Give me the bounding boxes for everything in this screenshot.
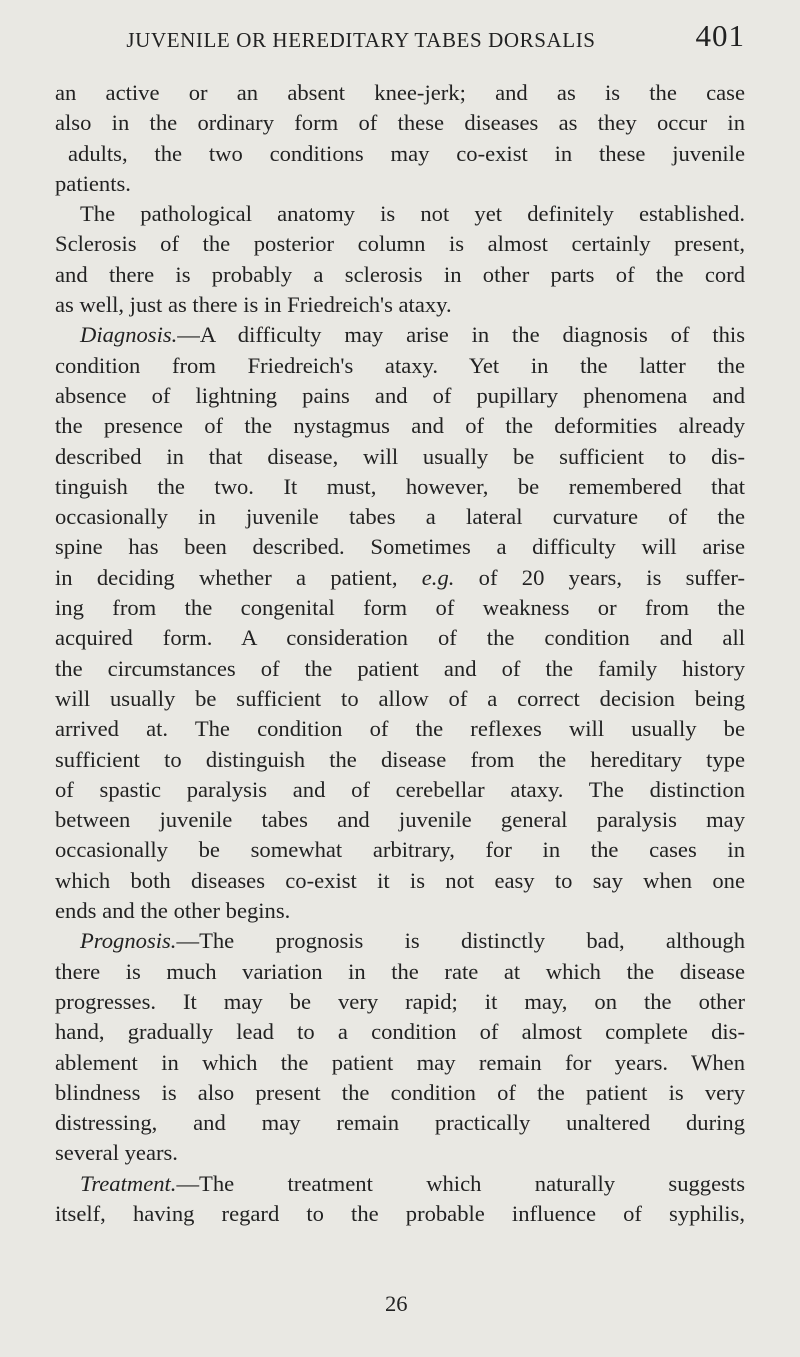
text-line: Treatment.—The treatment which naturally suggests xyxy=(80,1170,745,1196)
text-line: distressing, and may remain practically unaltered during xyxy=(55,1110,745,1136)
page-number: 401 xyxy=(695,18,745,53)
text-line: between juvenile tabes and juvenile general paralysis may xyxy=(55,807,745,833)
text-line: Prognosis.—The prognosis is distinctly bad, although xyxy=(80,928,745,954)
body-text xyxy=(55,78,745,1229)
text-line: occasionally in juvenile tabes a lateral curvature of the xyxy=(55,504,745,530)
text-line: hand, gradually lead to a condition of almost complete dis- xyxy=(55,1019,745,1045)
page-header xyxy=(55,14,745,62)
text-line: in deciding whether a patient, e.g. of 20 years, is suffer- xyxy=(55,564,745,590)
text-line: acquired form. A consideration of the condition and all xyxy=(55,625,745,651)
text-line: ing from the congenital form of weakness or from the xyxy=(55,595,745,621)
text-line: the circumstances of the patient and of the family history xyxy=(55,655,745,681)
text-line: described in that disease, will usually be sufficient to dis- xyxy=(55,443,745,469)
text-line: ablement in which the patient may remain for years. When xyxy=(55,1049,745,1075)
text-line: ends and the other begins. xyxy=(55,898,291,924)
text-line: tinguish the two. It must, however, be remembered that xyxy=(55,473,745,499)
text-line: blindness is also present the condition of the patient is very xyxy=(55,1079,745,1105)
text-line: arrived at. The condition of the reflexes will usually be xyxy=(55,716,745,742)
text-line: Diagnosis.—A difficulty may arise in the diagnosis of this xyxy=(80,322,745,348)
text-line: of spastic paralysis and of cerebellar ataxy. The distinction xyxy=(55,776,745,802)
text-line: also in the ordinary form of these diseases as they occur in xyxy=(55,110,745,136)
text-line: patients. xyxy=(55,170,131,196)
text-line: occasionally be somewhat arbitrary, for in the cases in xyxy=(55,837,745,863)
running-head: JUVENILE OR HEREDITARY TABES DORSALIS xyxy=(126,28,596,52)
signature-mark: 26 xyxy=(385,1291,408,1316)
section-heading: Diagnosis. xyxy=(80,322,178,348)
text-line: an active or an absent knee-jerk; and as is the case xyxy=(55,80,745,105)
section-heading: Prognosis. xyxy=(80,928,177,954)
section-heading: Treatment. xyxy=(80,1170,177,1196)
text-line: Sclerosis of the posterior column is almost certainly present, xyxy=(55,231,745,257)
text-line: several years. xyxy=(55,1140,178,1166)
text-line: itself, having regard to the probable influence of syphilis, xyxy=(55,1200,745,1226)
text-line: and there is probably a sclerosis in other parts of the cord xyxy=(55,261,745,287)
text-line: will usually be sufficient to allow of a correct decision being xyxy=(55,685,745,711)
text-line: condition from Friedreich's ataxy. Yet in the latter the xyxy=(55,352,745,378)
abbreviation: e.g. xyxy=(421,564,455,590)
text-line: the presence of the nystagmus and of the deformities already xyxy=(55,413,745,439)
text-line: adults, the two conditions may co-exist in these juvenile xyxy=(68,140,745,166)
text-line: The pathological anatomy is not yet definitely established. xyxy=(80,201,745,227)
text-line: absence of lightning pains and of pupillary phenomena and xyxy=(55,382,745,408)
text-line: which both diseases co-exist it is not easy to say when one xyxy=(55,867,745,893)
text-line: spine has been described. Sometimes a difficulty will arise xyxy=(55,534,745,560)
text-line: there is much variation in the rate at which the disease xyxy=(55,958,745,984)
text-line: as well, just as there is in Friedreich's ataxy. xyxy=(55,292,452,318)
text-line: sufficient to distinguish the disease from the hereditary type xyxy=(55,746,745,772)
text-line: progresses. It may be very rapid; it may, on the other xyxy=(55,988,745,1014)
